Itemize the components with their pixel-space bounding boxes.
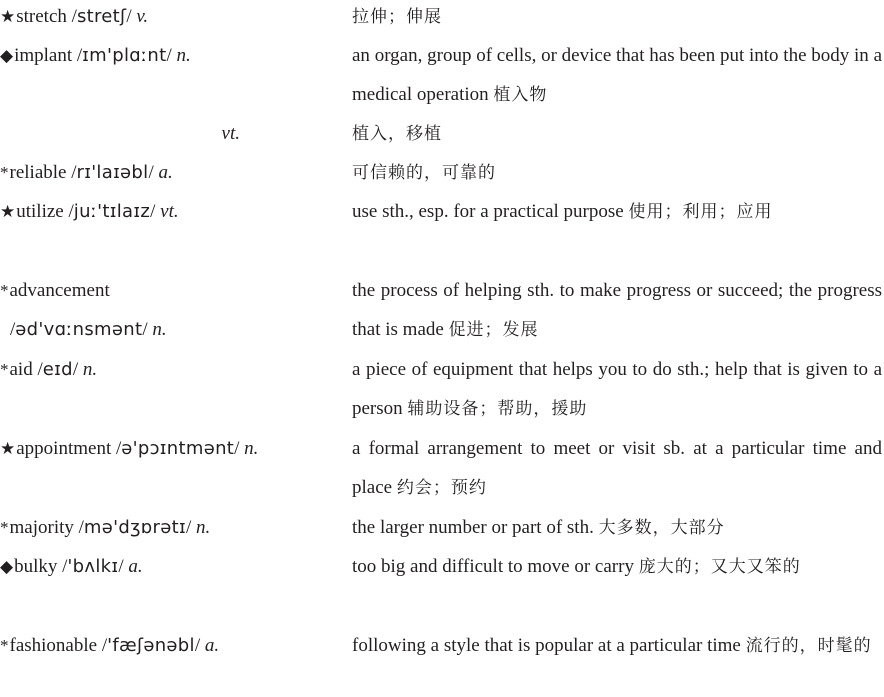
entry-term: *majority /mə'dʒɒrətɪ/ n. [0,508,340,547]
part-of-speech: v. [136,6,149,27]
star-icon: ★ [0,7,16,26]
entry-definition [352,36,882,115]
entry-term: *aid /eɪd/ n. [0,350,340,389]
definition-zh: 拉伸；伸展 [352,7,442,27]
headword: appointment [16,438,112,459]
phonetic: rɪ'laɪəbl [76,162,149,183]
diamond-icon: ◆ [0,557,14,576]
part-of-speech: n. [195,517,211,538]
star-icon: ★ [0,202,16,221]
definition-en: the process of helping sth. to make progress or succeed; the progress that is made [352,280,882,340]
definition-en: a formal arrangement to meet or visit sb. at a particular time and place [352,438,882,498]
headword: stretch [16,6,67,27]
diamond-icon: ◆ [0,46,14,65]
entry-term: ◆implant /ɪm'plɑːnt/ n. [0,36,340,75]
star-icon: ★ [0,439,16,458]
definition-zh: 使用；利用；应用 [628,202,773,222]
phonetic: ɪm'plɑːnt [82,45,167,66]
definition-en: the larger number or part of sth. [352,517,594,538]
phonetic-line: /əd'vɑːnsmənt/ n. [10,319,167,340]
phonetic: 'bʌlkɪ [67,556,119,577]
part-of-speech: n. [82,359,98,380]
phonetic: mə'dʒɒrətɪ [83,517,186,538]
phonetic: əd'vɑːnsmənt [15,319,143,340]
definition-en: use sth., esp. for a practical purpose [352,201,624,222]
part-of-speech: a. [128,556,143,577]
asterisk-icon: * [0,360,9,379]
entry-term: ★appointment /ə'pɔɪntmənt/ n. [0,429,340,468]
asterisk-icon: * [0,636,9,655]
definition-en: a piece of equipment that helps you to do sth.; help that is given to a person [352,359,882,419]
phonetic: juː'tɪlaɪz [73,201,151,222]
definition-zh: 约会；预约 [396,478,487,498]
definition-en: too big and difficult to move or carry [352,556,634,577]
entry-definition [352,626,882,666]
part-of-speech: a. [158,162,173,183]
phonetic: eɪd [42,359,73,380]
headword: bulky [14,556,58,577]
entry-term: *fashionable /'fæʃənəbl/ a. [0,626,340,665]
definition-zh: 可信赖的，可靠的 [352,163,496,183]
headword: reliable [9,162,67,183]
entry-definition [352,153,882,193]
entry-term: ◆bulky /'bʌlkɪ/ a. [0,547,340,586]
definition-zh: 植入物 [493,85,548,105]
entry-term [0,114,240,153]
headword: implant [14,45,73,66]
definition-zh: 促进；发展 [448,320,539,340]
headword: fashionable [9,635,98,656]
entry-term: ★utilize /juː'tɪlaɪz/ vt. [0,192,340,231]
definition-zh: 流行的，时髦的 [745,636,872,656]
entry-definition [352,547,882,587]
entry-definition [352,192,882,232]
definition-zh: 辅助设备；帮助，援助 [407,399,588,419]
entry-definition [352,508,882,548]
entry-term [0,271,340,349]
entry-definition [352,114,882,154]
phonetic: 'fæʃənəbl [107,635,195,656]
part-of-speech: a. [204,635,220,656]
entry-definition [352,271,882,350]
headword: aid [9,359,33,380]
entry-term: *reliable /rɪ'laɪəbl/ a. [0,153,340,192]
headword: majority [9,517,74,538]
definition-zh: 庞大的；又大又笨的 [638,557,801,577]
entry-definition [352,0,882,37]
definition-en: an organ, group of cells, or device that has been put into the body in a medical operation [352,45,882,105]
asterisk-icon: * [0,518,9,537]
headword: advancement [9,280,110,301]
entry-definition [352,350,882,429]
phonetic: ə'pɔɪntmənt [121,438,235,459]
definition-en: following a style that is popular at a particular time [352,635,741,656]
entry-term: ★stretch /stretʃ/ v. [0,0,340,36]
asterisk-icon: * [0,281,9,300]
part-of-speech: vt. [221,123,240,144]
definition-zh: 大多数，大部分 [598,518,725,538]
headword: utilize [16,201,64,222]
definition-zh: 植入，移植 [352,124,442,144]
part-of-speech: n. [152,319,167,340]
part-of-speech: vt. [160,201,179,222]
part-of-speech: n. [244,438,259,459]
asterisk-icon: * [0,163,9,182]
phonetic: stretʃ [76,6,127,27]
part-of-speech: n. [176,45,191,66]
entry-definition [352,429,882,508]
